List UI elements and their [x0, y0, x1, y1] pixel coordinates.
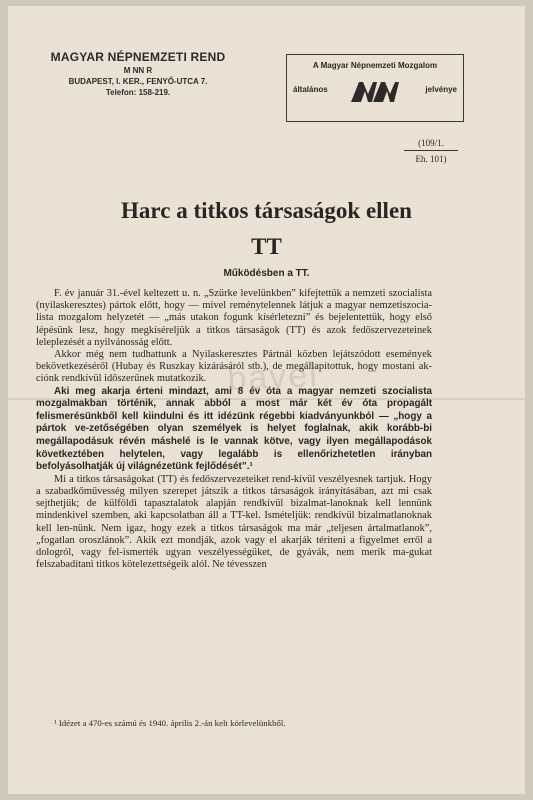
- badge-box-heading: A Magyar Népnemzeti Mozgalom: [312, 61, 438, 70]
- mm-badge-icon: [350, 79, 400, 103]
- paragraph: F. év január 31.-ével keltezett u. n. „Szürke levelünkben” kifejtettük a nemzeti szocialista (nyilaskeresztes) pártok előtt, hogy — mivel reménytelennek látjuk a magyar nemzetiszocia-lista mozgalom helyzetét — „más utakon fogunk kísérletezni” és bejelentettük, hogy első lépésünk lesz, hogy megkíséreljük a titkos társaságok (TT) és azok fedőszervezeteinek leleplezését a nyilvánosság előtt.: [36, 288, 432, 348]
- page-subtitle: TT: [251, 234, 282, 259]
- running-head: Működésben a TT.: [223, 268, 310, 279]
- footnote: ¹ Idézet a 470-es számú és 1940. április 2.-án kelt körlevelünkből.: [54, 718, 286, 728]
- paragraph-bold: Aki meg akarja érteni mindazt, ami 8 év óta a magyar nemzeti szocialista mozgalmakban történik, annak abból a most már két év óta propagált felismerésünkből kell kiindulni és itt idézünk régebbi kiadványunkból — „hogy a pártok ve-zetőségében olyan személyek is helyet foglalnak, akik korább-bi megállapodásuk révén máshelé is le vannak kötve, vagy ilyen megállapodások következtében helytelen, vagy legalább is ellenőrizhetetlen irányban befolyásolhatják új világnézetünk fejlődését”.¹: [36, 385, 432, 473]
- letterhead: [38, 50, 238, 97]
- paragraph: Akkor még nem tudhattunk a Nyilaskeresztes Pártnál közben lejátszódott események bekövetkezéséről (Hubay és Ruszkay kizárásáról stb.), de megállapítottuk, hogy mostani ak-ciónk rendkívül időszerűnek mutatkozik.: [36, 349, 432, 385]
- letterhead-org: MAGYAR NÉPNEMZETI REND: [50, 50, 226, 64]
- badge-box-left-word: általános: [293, 85, 328, 94]
- badge-box-right-word: jelvénye: [425, 85, 457, 94]
- body-text: [36, 288, 432, 571]
- reference-eh: Eh. 101): [415, 154, 447, 164]
- badge-box: [286, 54, 464, 122]
- letterhead-abbr: M NN R: [123, 66, 153, 75]
- reference-main: (109/1.: [404, 138, 458, 151]
- reference-number: [404, 138, 458, 164]
- watermark: bavel: [226, 355, 320, 399]
- paragraph: Mi a titkos társaságokat (TT) és fedőszervezeteiket rend-kívül veszélyesnek tartjuk. Hogy a szabadkőművesség milyen szerepet játszik a titkos társaságok irányításában, azt mi csak sejthetjük; de külföldi tapasztalatok alapján rendkívül bizalmat-lanoknak kell lennünk mindenkivel szemben, aki kapcsolatban áll a TT-kel. Ismételjük: rendkívül bizalmatlanoknak kell len-nünk. Nem igaz, hogy ezek a titkos társaságok ma már „teljesen ártalmatlanok”, „fogatlan oroszlánok”. Akik ezt mondják, azok vagy el akarják téríteni a figyelmet erről a dologról, vagy fel-ismerték ugyan veszélyességüket, de gyávák, nem merik ma-gukat felszabadítani titkos kötelezettségeik alól. Ne tévesszen: [36, 473, 432, 571]
- letterhead-address: BUDAPEST, I. KER., FENYŐ-UTCA 7.: [68, 77, 208, 86]
- page-title: Harc a titkos társaságok ellen: [121, 198, 412, 223]
- letterhead-phone: Telefon: 158-219.: [105, 88, 171, 97]
- document-page: [8, 6, 525, 794]
